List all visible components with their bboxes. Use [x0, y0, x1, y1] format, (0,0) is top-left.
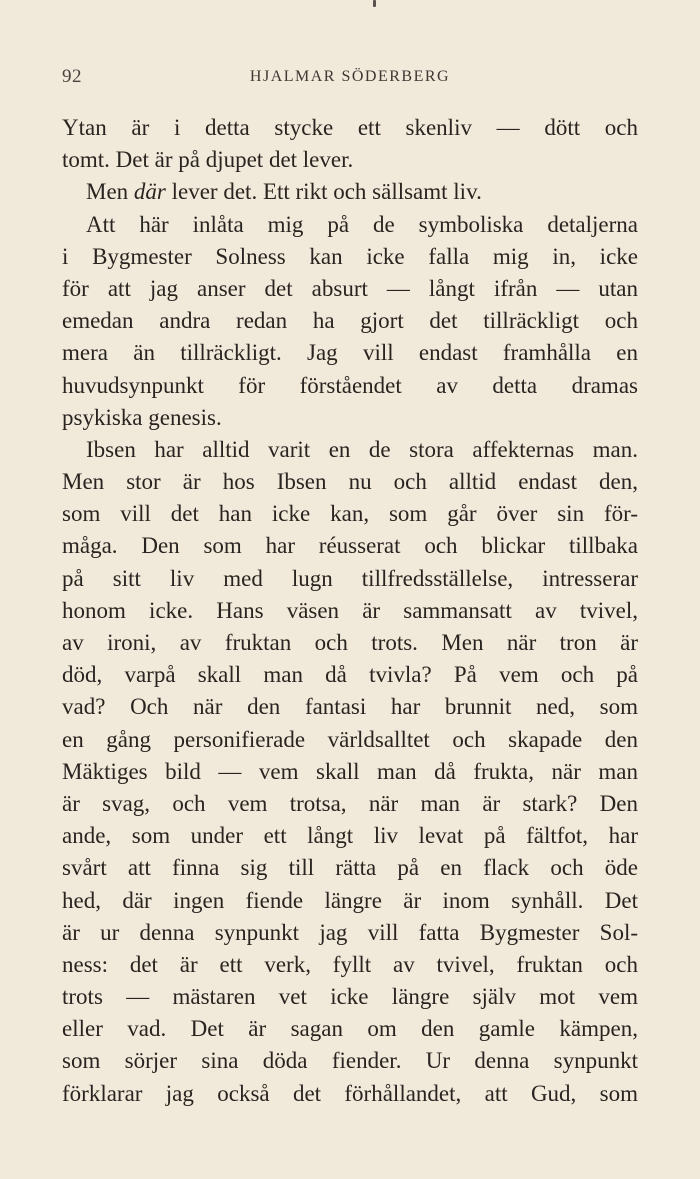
- text-line: av ironi, av fruktan och trots. Men när tron är: [62, 630, 638, 655]
- text-line: måga. Den som har réusserat och blickar tillbaka: [62, 533, 638, 559]
- text-line: är svag, och vem trotsa, när man är stark? Den: [62, 790, 638, 816]
- text-line: Mäktiges bild — vem skall man då frukta, när man: [62, 758, 638, 784]
- text-line: på sitt liv med lugn tillfredsställelse, intresserar: [62, 565, 638, 591]
- text-line: psykiska genesis.: [62, 404, 222, 430]
- text-line: som vill det han icke kan, som går över sin för-: [62, 501, 638, 527]
- text-line: Att här inlåta mig på de symboliska detaljerna: [86, 211, 638, 237]
- page-number: 92: [62, 66, 82, 87]
- text-line: honom icke. Hans väsen är sammansatt av tvivel,: [62, 597, 638, 623]
- text-line: svårt att finna sig till rätta på en flack och öde: [62, 855, 638, 881]
- text-line: död, varpå skall man då tvivla? På vem och på: [62, 662, 638, 688]
- text-line: ande, som under ett långt liv levat på fältfot, har: [62, 823, 638, 849]
- line-prefix: Men: [86, 179, 134, 205]
- text-line-emphasis: [62, 176, 638, 208]
- text-line: eller vad. Det är sagan om den gamle kämpen,: [62, 1016, 638, 1042]
- text-line: mera än tillräckligt. Jag vill endast framhålla en: [62, 340, 638, 366]
- text-line: en gång personifierade världsalltet och skapade den: [62, 726, 638, 752]
- text-line: emedan andra redan ha gjort det tillräckligt och: [62, 308, 638, 334]
- text-line: förklarar jag också det förhållandet, att Gud, som: [62, 1080, 638, 1106]
- print-speck: [373, 0, 376, 7]
- running-head: HJALMAR SÖDERBERG: [249, 68, 451, 85]
- text-line: för att jag anser det absurt — långt ifrån — utan: [62, 275, 638, 301]
- text-line: trots — mästaren vet icke längre själv mot vem: [62, 984, 638, 1010]
- text-line: hed, där ingen fiende längre är inom synhåll. Det: [62, 887, 638, 913]
- page-header: [62, 66, 638, 94]
- text-line: Men stor är hos Ibsen nu och alltid endast den,: [62, 469, 638, 495]
- text-line: ness: det är ett verk, fyllt av tvivel, fruktan och: [62, 951, 638, 977]
- text-line: tomt. Det är på djupet det lever.: [62, 147, 354, 173]
- text-line: huvudsynpunkt för förståendet av detta dramas: [62, 372, 638, 398]
- text-line: vad? Och när den fantasi har brunnit ned, som: [62, 694, 638, 720]
- text-line: som sörjer sina döda fiender. Ur denna synpunkt: [62, 1048, 638, 1074]
- text-line: Ytan är i detta stycke ett skenliv — dött och: [62, 115, 638, 140]
- text-line: är ur denna synpunkt jag vill fatta Bygmester Sol-: [62, 919, 638, 945]
- body-text: [62, 112, 638, 1110]
- text-line: i Bygmester Solness kan icke falla mig in, icke: [62, 243, 638, 269]
- text-line: Ibsen har alltid varit en de stora affekternas man.: [86, 436, 638, 462]
- italic-word: där: [133, 179, 166, 205]
- line-suffix: lever det. Ett rikt och sällsamt liv.: [165, 179, 482, 205]
